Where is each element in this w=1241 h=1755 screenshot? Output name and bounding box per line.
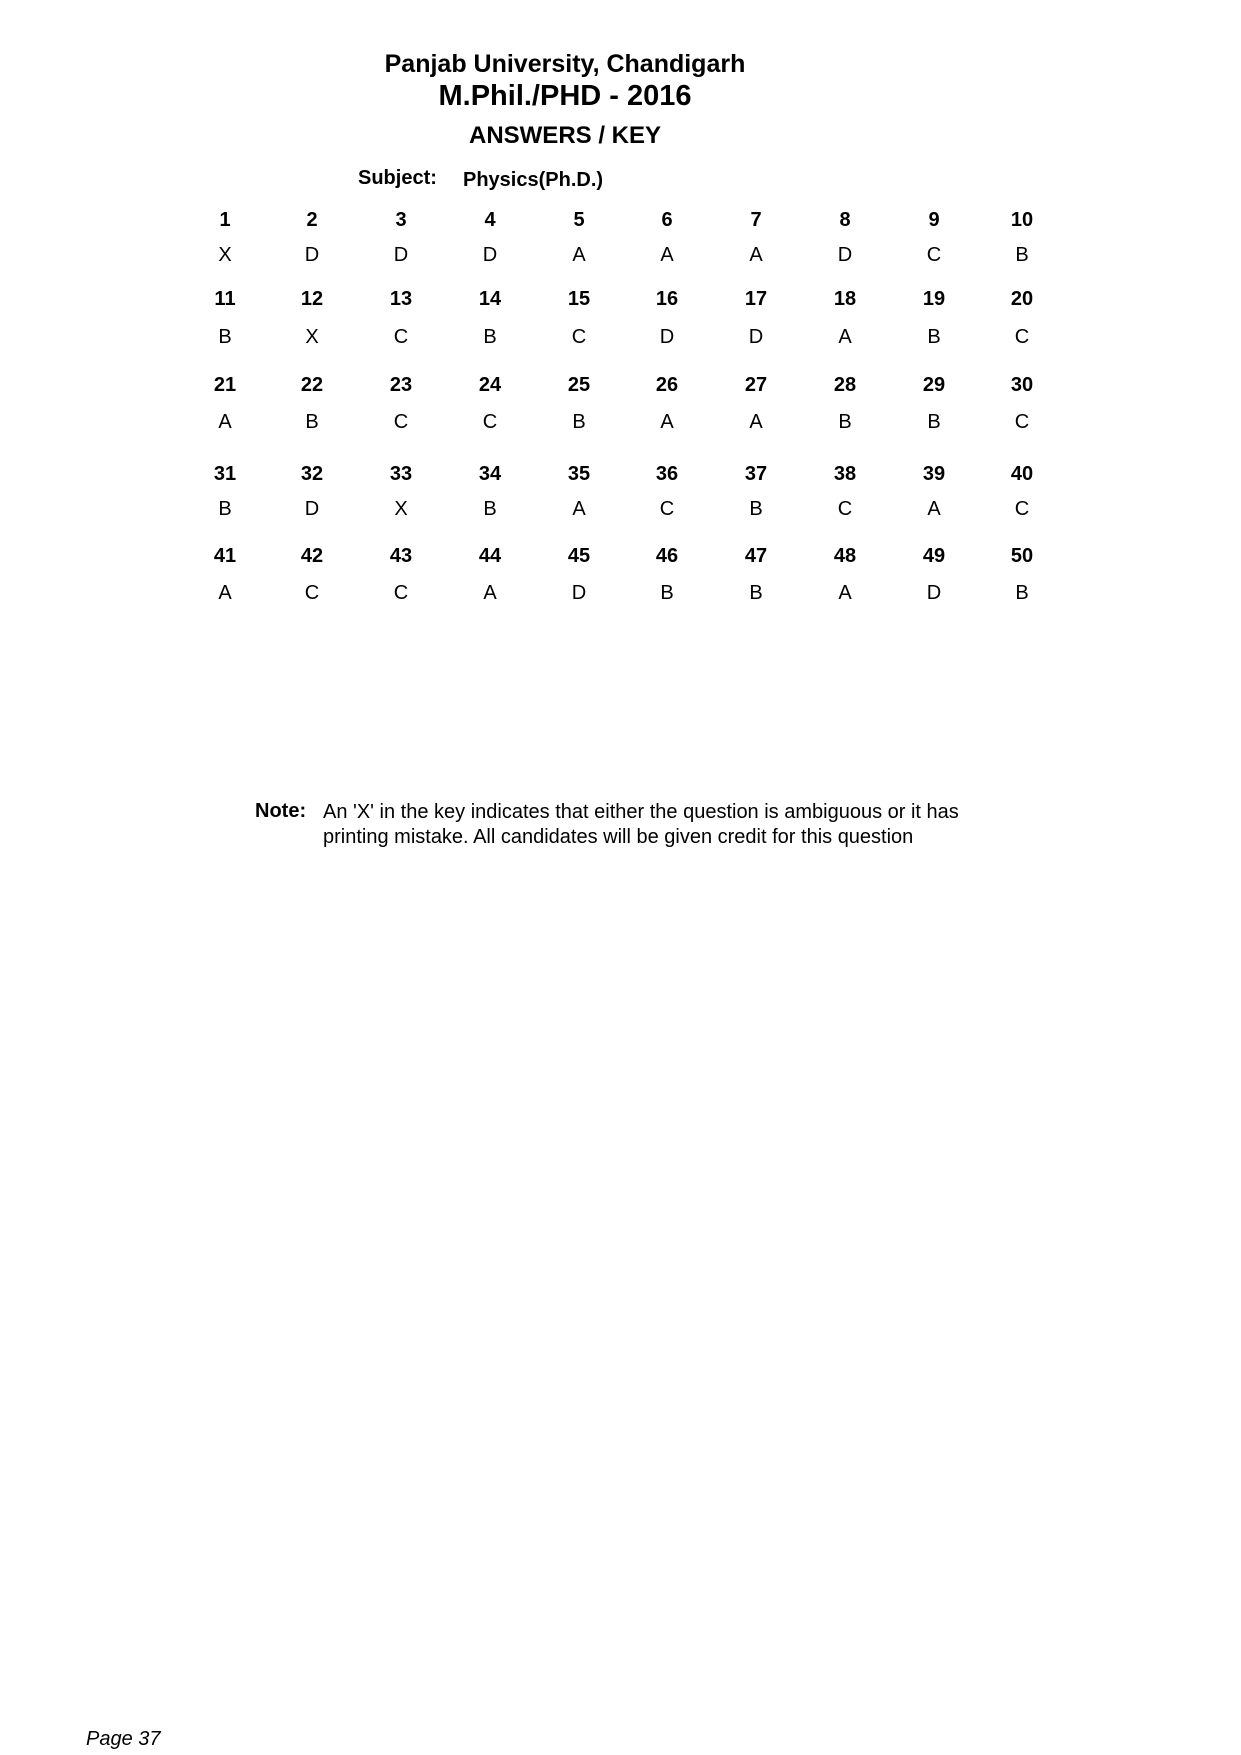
answer-value: B	[927, 326, 941, 348]
question-number: 29	[922, 374, 946, 396]
question-number: 14	[478, 288, 502, 310]
question-number: 1	[219, 209, 231, 231]
university-name: Panjab University, Chandigarh	[384, 50, 746, 78]
answer-value: D	[837, 244, 853, 266]
answer-value: D	[926, 582, 942, 604]
question-number: 39	[922, 463, 946, 485]
question-number: 43	[389, 545, 413, 567]
answer-value: A	[218, 582, 232, 604]
question-number: 30	[1010, 374, 1034, 396]
question-number: 17	[744, 288, 768, 310]
answer-value: D	[304, 498, 320, 520]
subject-label: Subject:	[358, 167, 437, 189]
answer-value: B	[838, 411, 852, 433]
answer-value: B	[483, 498, 497, 520]
question-number: 32	[300, 463, 324, 485]
answer-value: X	[394, 498, 408, 520]
question-number: 21	[213, 374, 237, 396]
question-number: 9	[928, 209, 940, 231]
answer-grid	[0, 0, 1241, 620]
answer-value: B	[1015, 582, 1029, 604]
answer-value: C	[482, 411, 498, 433]
subject-value: Physics(Ph.D.)	[463, 169, 604, 191]
question-number: 49	[922, 545, 946, 567]
question-number: 35	[567, 463, 591, 485]
answer-value: X	[218, 244, 232, 266]
answer-value: C	[1014, 411, 1030, 433]
answer-value: C	[393, 582, 409, 604]
answer-value: B	[927, 411, 941, 433]
question-number: 44	[478, 545, 502, 567]
question-number: 18	[833, 288, 857, 310]
question-number: 15	[567, 288, 591, 310]
answer-value: C	[837, 498, 853, 520]
answer-value: C	[393, 411, 409, 433]
question-number: 34	[478, 463, 502, 485]
answer-value: A	[218, 411, 232, 433]
answer-value: A	[660, 244, 674, 266]
answer-value: D	[393, 244, 409, 266]
question-number: 13	[389, 288, 413, 310]
answer-value: C	[659, 498, 675, 520]
question-number: 26	[655, 374, 679, 396]
question-number: 41	[213, 545, 237, 567]
answer-value: C	[571, 326, 587, 348]
question-number: 6	[661, 209, 673, 231]
answer-value: A	[660, 411, 674, 433]
answer-value: D	[482, 244, 498, 266]
question-number: 8	[839, 209, 851, 231]
answer-value: C	[1014, 326, 1030, 348]
question-number: 37	[744, 463, 768, 485]
answer-value: B	[1015, 244, 1029, 266]
question-number: 36	[655, 463, 679, 485]
answer-value: C	[926, 244, 942, 266]
question-number: 47	[744, 545, 768, 567]
question-number: 2	[306, 209, 318, 231]
answer-value: D	[659, 326, 675, 348]
question-number: 5	[573, 209, 585, 231]
answer-value: B	[572, 411, 586, 433]
answer-value: X	[305, 326, 319, 348]
answer-value: D	[304, 244, 320, 266]
question-number: 48	[833, 545, 857, 567]
question-number: 31	[213, 463, 237, 485]
answer-value: D	[571, 582, 587, 604]
answer-value: C	[1014, 498, 1030, 520]
note-label: Note:	[255, 800, 307, 822]
question-number: 16	[655, 288, 679, 310]
answer-value: B	[218, 326, 232, 348]
answer-value: A	[572, 498, 586, 520]
answer-value: A	[483, 582, 497, 604]
question-number: 27	[744, 374, 768, 396]
note-text: An 'X' in the key indicates that either the question is ambiguous or it has printing mistake. All candidates will be given credit for this question	[323, 801, 959, 848]
question-number: 42	[300, 545, 324, 567]
question-number: 46	[655, 545, 679, 567]
question-number: 4	[484, 209, 496, 231]
question-number: 25	[567, 374, 591, 396]
answer-value: A	[749, 244, 763, 266]
answer-value: A	[838, 582, 852, 604]
question-number: 12	[300, 288, 324, 310]
question-number: 19	[922, 288, 946, 310]
answer-value: C	[393, 326, 409, 348]
answer-value: A	[749, 411, 763, 433]
answer-value: B	[660, 582, 674, 604]
question-number: 3	[395, 209, 407, 231]
answer-value: A	[572, 244, 586, 266]
question-number: 7	[750, 209, 762, 231]
answer-value: B	[305, 411, 319, 433]
question-number: 33	[389, 463, 413, 485]
question-number: 22	[300, 374, 324, 396]
answer-value: C	[304, 582, 320, 604]
answer-value: A	[838, 326, 852, 348]
answer-value: B	[483, 326, 497, 348]
question-number: 45	[567, 545, 591, 567]
question-number: 28	[833, 374, 857, 396]
page-number: Page 37	[86, 1728, 161, 1750]
answer-value: B	[218, 498, 232, 520]
answer-key-title: ANSWERS / KEY	[468, 122, 662, 149]
question-number: 23	[389, 374, 413, 396]
answer-value: A	[927, 498, 941, 520]
answer-value: B	[749, 498, 763, 520]
question-number: 24	[478, 374, 502, 396]
question-number: 40	[1010, 463, 1034, 485]
question-number: 10	[1010, 209, 1034, 231]
question-number: 20	[1010, 288, 1034, 310]
exam-title: M.Phil./PHD - 2016	[438, 80, 692, 112]
answer-value: B	[749, 582, 763, 604]
question-number: 50	[1010, 545, 1034, 567]
answer-value: D	[748, 326, 764, 348]
question-number: 38	[833, 463, 857, 485]
question-number: 11	[214, 288, 236, 310]
